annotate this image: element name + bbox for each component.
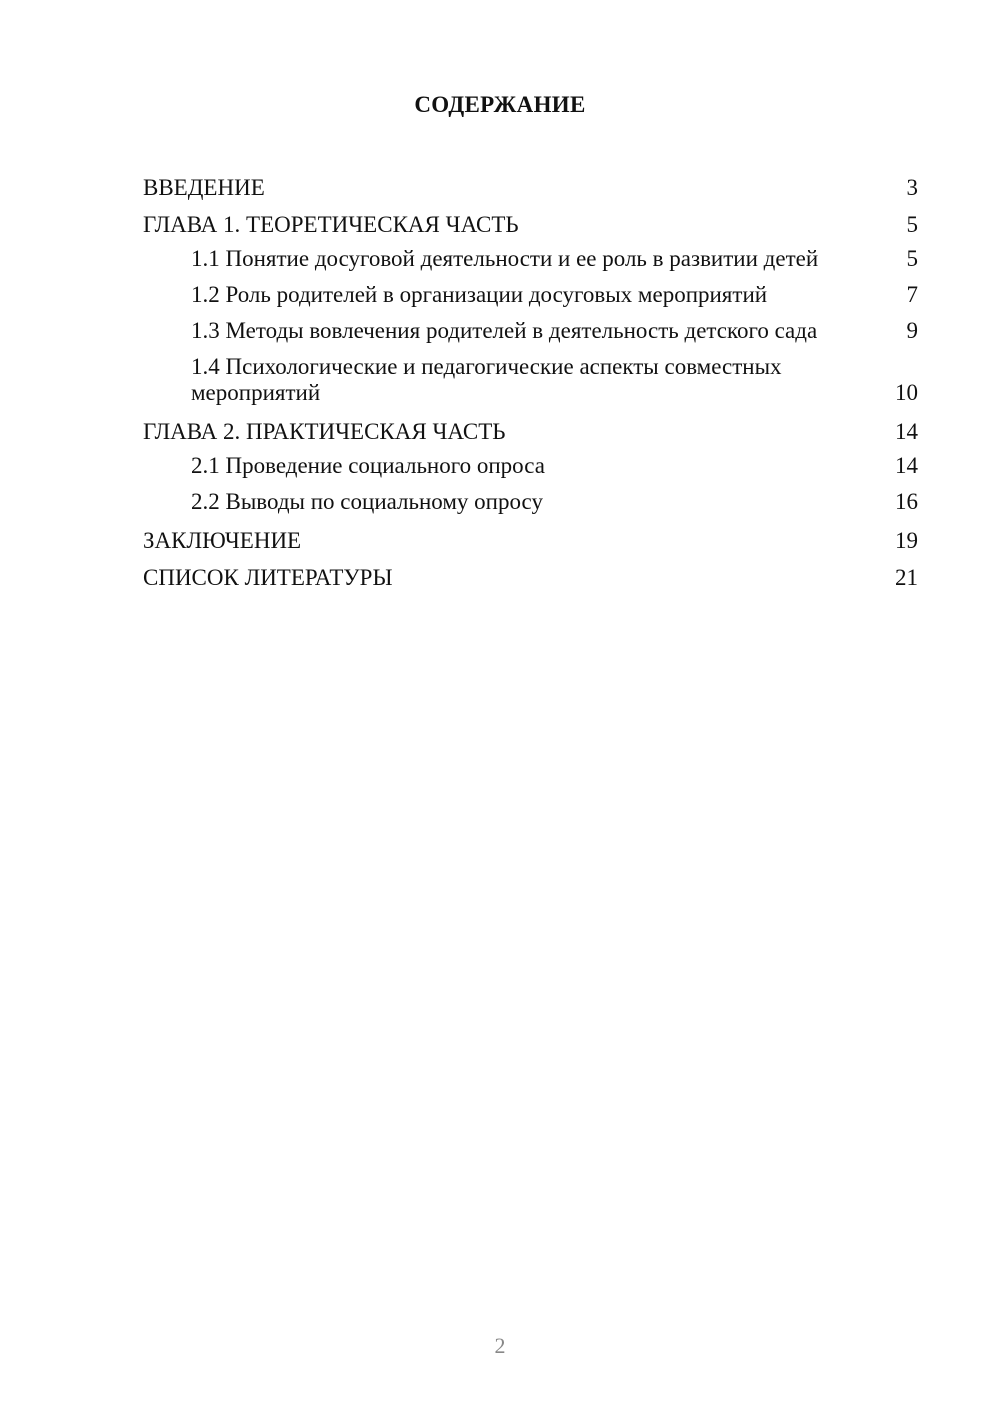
toc-entry-conclusion[interactable] bbox=[143, 520, 918, 557]
toc-entry-page: 10 bbox=[895, 380, 918, 405]
toc-entry-page: 5 bbox=[906, 246, 918, 271]
toc-entry-text: ЗАКЛЮЧЕНИЕ bbox=[143, 528, 302, 553]
toc-entry-text: 1.4 Психологические и педагогические аспекты совместных мероприятий bbox=[191, 354, 782, 405]
toc-entry-page: 7 bbox=[906, 282, 918, 307]
toc-entry-text: ГЛАВА 2. ПРАКТИЧЕСКАЯ ЧАСТЬ bbox=[143, 419, 506, 444]
toc-entry-page: 3 bbox=[906, 175, 918, 200]
toc-entry-references[interactable] bbox=[143, 557, 918, 594]
toc-entry-text: 1.2 Роль родителей в организации досуговых мероприятий bbox=[191, 282, 768, 307]
toc-entry-page: 16 bbox=[895, 489, 918, 514]
toc-entry-text: 1.3 Методы вовлечения родителей в деятельность детского сада bbox=[191, 318, 818, 343]
toc-entry-section-2-1[interactable] bbox=[191, 448, 918, 484]
toc-entry-text: ГЛАВА 1. ТЕОРЕТИЧЕСКАЯ ЧАСТЬ bbox=[143, 212, 519, 237]
table-of-contents bbox=[143, 167, 918, 594]
toc-entry-page: 5 bbox=[906, 212, 918, 237]
toc-entry-section-1-2[interactable] bbox=[191, 277, 918, 313]
page-number: 2 bbox=[494, 1333, 506, 1358]
toc-entry-page: 9 bbox=[906, 318, 918, 343]
toc-entry-page: 14 bbox=[895, 419, 918, 444]
toc-entry-section-1-3[interactable] bbox=[191, 313, 918, 349]
toc-entry-text: ВВЕДЕНИЕ bbox=[143, 175, 265, 200]
toc-entry-introduction[interactable] bbox=[143, 167, 918, 204]
toc-entry-page: 14 bbox=[895, 453, 918, 478]
toc-entry-text: 1.1 Понятие досуговой деятельности и ее роль в развитии детей bbox=[191, 246, 819, 271]
toc-entry-section-1-1[interactable] bbox=[191, 241, 918, 277]
toc-entry-section-1-4[interactable] bbox=[191, 349, 918, 411]
toc-entry-text: 2.1 Проведение социального опроса bbox=[191, 453, 545, 478]
toc-entry-page: 19 bbox=[895, 528, 918, 553]
toc-entry-text: 2.2 Выводы по социальному опросу bbox=[191, 489, 543, 514]
page-title: СОДЕРЖАНИЕ bbox=[414, 92, 586, 117]
toc-entry-section-2-2[interactable] bbox=[191, 484, 918, 520]
toc-entry-chapter-2[interactable] bbox=[143, 411, 918, 448]
toc-entry-page: 21 bbox=[895, 565, 918, 590]
toc-entry-text: СПИСОК ЛИТЕРАТУРЫ bbox=[143, 565, 393, 590]
toc-entry-chapter-1[interactable] bbox=[143, 204, 918, 241]
